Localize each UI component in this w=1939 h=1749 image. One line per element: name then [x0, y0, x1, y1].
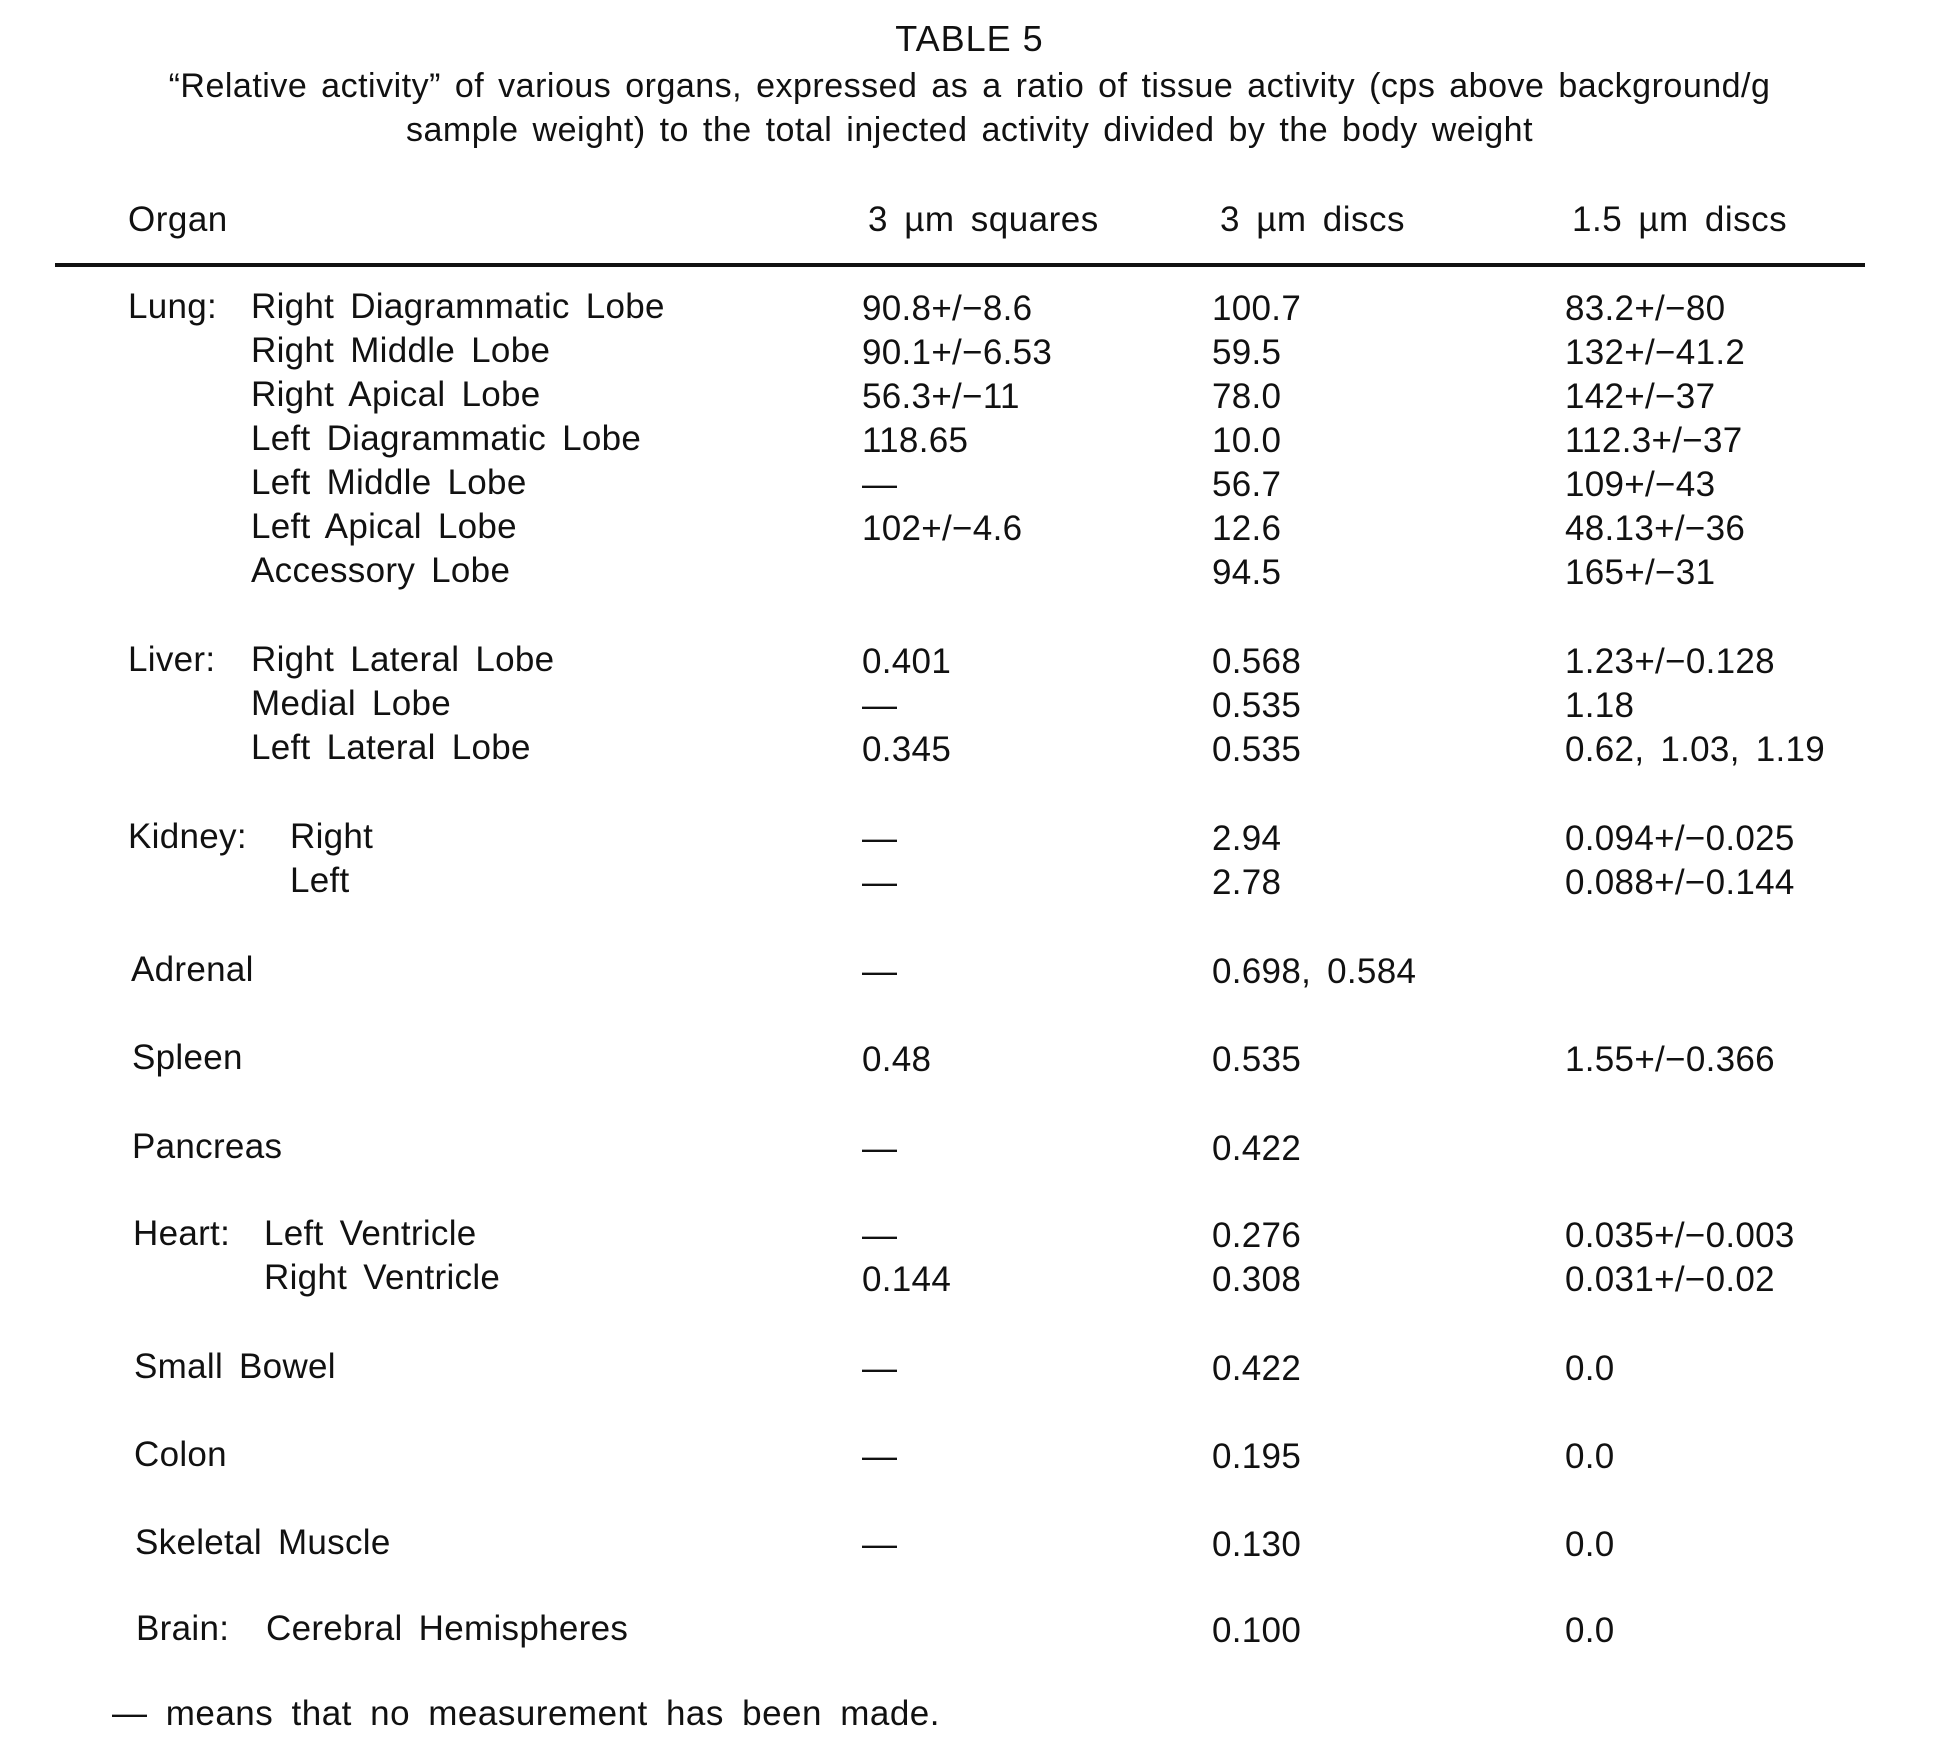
- organ-group: Kidney:: [128, 817, 247, 856]
- caption-line-2: sample weight) to the total injected activity divided by the body weight: [405, 111, 1534, 149]
- value-3um-squares: 0.401: [862, 642, 952, 681]
- value-3um-squares: 90.1+/−6.53: [862, 333, 1053, 372]
- value-1-5um-discs: 1.23+/−0.128: [1565, 642, 1775, 681]
- value-1-5um-discs: 0.088+/−0.144: [1565, 863, 1795, 902]
- value-3um-discs: 12.6: [1212, 509, 1282, 548]
- value-3um-discs: 0.276: [1212, 1216, 1302, 1255]
- value-3um-discs: 2.78: [1212, 863, 1282, 902]
- value-1-5um-discs: 165+/−31: [1565, 553, 1716, 592]
- organ-name: Left Lateral Lobe: [251, 728, 531, 767]
- value-3um-discs: 10.0: [1212, 421, 1282, 460]
- organ-name: Right Lateral Lobe: [251, 640, 555, 679]
- value-1-5um-discs: 0.0: [1565, 1349, 1615, 1388]
- organ-name: Right: [290, 817, 374, 856]
- value-3um-squares: 90.8+/−8.6: [862, 289, 1033, 328]
- value-3um-squares: 118.65: [862, 421, 969, 460]
- column-header-organ: Organ: [128, 200, 228, 239]
- value-3um-squares: 102+/−4.6: [862, 509, 1023, 548]
- caption-line-1: “Relative activity” of various organs, expressed as a ratio of tissue activity (cps above background/g: [168, 67, 1771, 105]
- value-3um-discs: 0.568: [1212, 642, 1302, 681]
- organ-name: Left Apical Lobe: [251, 507, 517, 546]
- value-3um-discs: 59.5: [1212, 333, 1282, 372]
- value-1-5um-discs: 48.13+/−36: [1565, 509, 1746, 548]
- organ-name: Accessory Lobe: [251, 551, 511, 590]
- value-3um-squares: 0.345: [862, 730, 952, 769]
- value-3um-squares: —: [862, 1129, 898, 1168]
- value-1-5um-discs: 1.18: [1565, 686, 1635, 725]
- value-3um-squares: —: [862, 952, 898, 991]
- value-3um-squares: —: [862, 686, 898, 725]
- value-1-5um-discs: 112.3+/−37: [1565, 421, 1743, 460]
- value-3um-discs: 100.7: [1212, 289, 1302, 328]
- value-3um-discs: 94.5: [1212, 553, 1282, 592]
- value-1-5um-discs: 132+/−41.2: [1565, 333, 1746, 372]
- organ-group: Small Bowel: [134, 1347, 336, 1386]
- organ-group: Adrenal: [131, 950, 254, 989]
- value-3um-squares: 56.3+/−11: [862, 377, 1020, 416]
- organ-name: Right Middle Lobe: [251, 331, 551, 370]
- header-rule: [55, 263, 1865, 267]
- value-1-5um-discs: 83.2+/−80: [1565, 289, 1726, 328]
- organ-group: Spleen: [132, 1038, 243, 1077]
- value-1-5um-discs: 0.0: [1565, 1437, 1615, 1476]
- value-3um-squares: 0.144: [862, 1260, 952, 1299]
- organ-group: Heart:: [133, 1214, 231, 1253]
- value-1-5um-discs: 1.55+/−0.366: [1565, 1040, 1775, 1079]
- value-1-5um-discs: 0.0: [1565, 1611, 1615, 1650]
- organ-group: Lung:: [128, 287, 218, 326]
- value-3um-squares: —: [862, 819, 898, 858]
- value-3um-squares: —: [862, 1216, 898, 1255]
- value-3um-discs: 0.535: [1212, 686, 1302, 725]
- value-3um-discs: 0.100: [1212, 1611, 1302, 1650]
- value-3um-squares: —: [862, 465, 898, 504]
- value-3um-discs: 0.698, 0.584: [1212, 952, 1417, 991]
- value-3um-discs: 0.195: [1212, 1437, 1302, 1476]
- value-3um-squares: —: [862, 1525, 898, 1564]
- organ-name: Left Middle Lobe: [251, 463, 527, 502]
- organ-group: Skeletal Muscle: [135, 1523, 391, 1562]
- value-1-5um-discs: 0.031+/−0.02: [1565, 1260, 1775, 1299]
- value-1-5um-discs: 109+/−43: [1565, 465, 1716, 504]
- value-3um-discs: 0.535: [1212, 730, 1302, 769]
- organ-group: Colon: [134, 1435, 227, 1474]
- column-header-3um-discs: 3 µm discs: [1220, 200, 1405, 239]
- organ-name: Left Ventricle: [264, 1214, 477, 1253]
- organ-group: Pancreas: [132, 1127, 283, 1166]
- value-3um-discs: 0.130: [1212, 1525, 1302, 1564]
- organ-name: Right Ventricle: [264, 1258, 501, 1297]
- value-3um-squares: 0.48: [862, 1040, 932, 1079]
- organ-name: Left Diagrammatic Lobe: [251, 419, 642, 458]
- column-header-1-5um-discs: 1.5 µm discs: [1572, 200, 1788, 239]
- organ-name: Medial Lobe: [251, 684, 451, 723]
- value-3um-discs: 0.535: [1212, 1040, 1302, 1079]
- column-header-3um-squares: 3 µm squares: [868, 200, 1099, 239]
- organ-group: Brain:: [136, 1609, 230, 1648]
- organ-name: Cerebral Hemispheres: [266, 1609, 629, 1648]
- value-1-5um-discs: 0.62, 1.03, 1.19: [1565, 730, 1826, 769]
- organ-name: Right Diagrammatic Lobe: [251, 287, 665, 326]
- value-3um-discs: 78.0: [1212, 377, 1282, 416]
- value-3um-discs: 2.94: [1212, 819, 1282, 858]
- table-title: TABLE 5: [895, 18, 1044, 59]
- value-1-5um-discs: 142+/−37: [1565, 377, 1716, 416]
- organ-name: Left: [290, 861, 350, 900]
- value-3um-squares: —: [862, 863, 898, 902]
- value-1-5um-discs: 0.094+/−0.025: [1565, 819, 1795, 858]
- value-1-5um-discs: 0.035+/−0.003: [1565, 1216, 1795, 1255]
- value-3um-discs: 56.7: [1212, 465, 1282, 504]
- value-3um-squares: —: [862, 1437, 898, 1476]
- value-1-5um-discs: 0.0: [1565, 1525, 1615, 1564]
- value-3um-discs: 0.308: [1212, 1260, 1302, 1299]
- organ-name: Right Apical Lobe: [251, 375, 541, 414]
- value-3um-discs: 0.422: [1212, 1129, 1302, 1168]
- organ-group: Liver:: [128, 640, 216, 679]
- value-3um-discs: 0.422: [1212, 1349, 1302, 1388]
- table-footnote: — means that no measurement has been made.: [112, 1694, 940, 1733]
- value-3um-squares: —: [862, 1349, 898, 1388]
- table-caption: [20, 64, 1919, 152]
